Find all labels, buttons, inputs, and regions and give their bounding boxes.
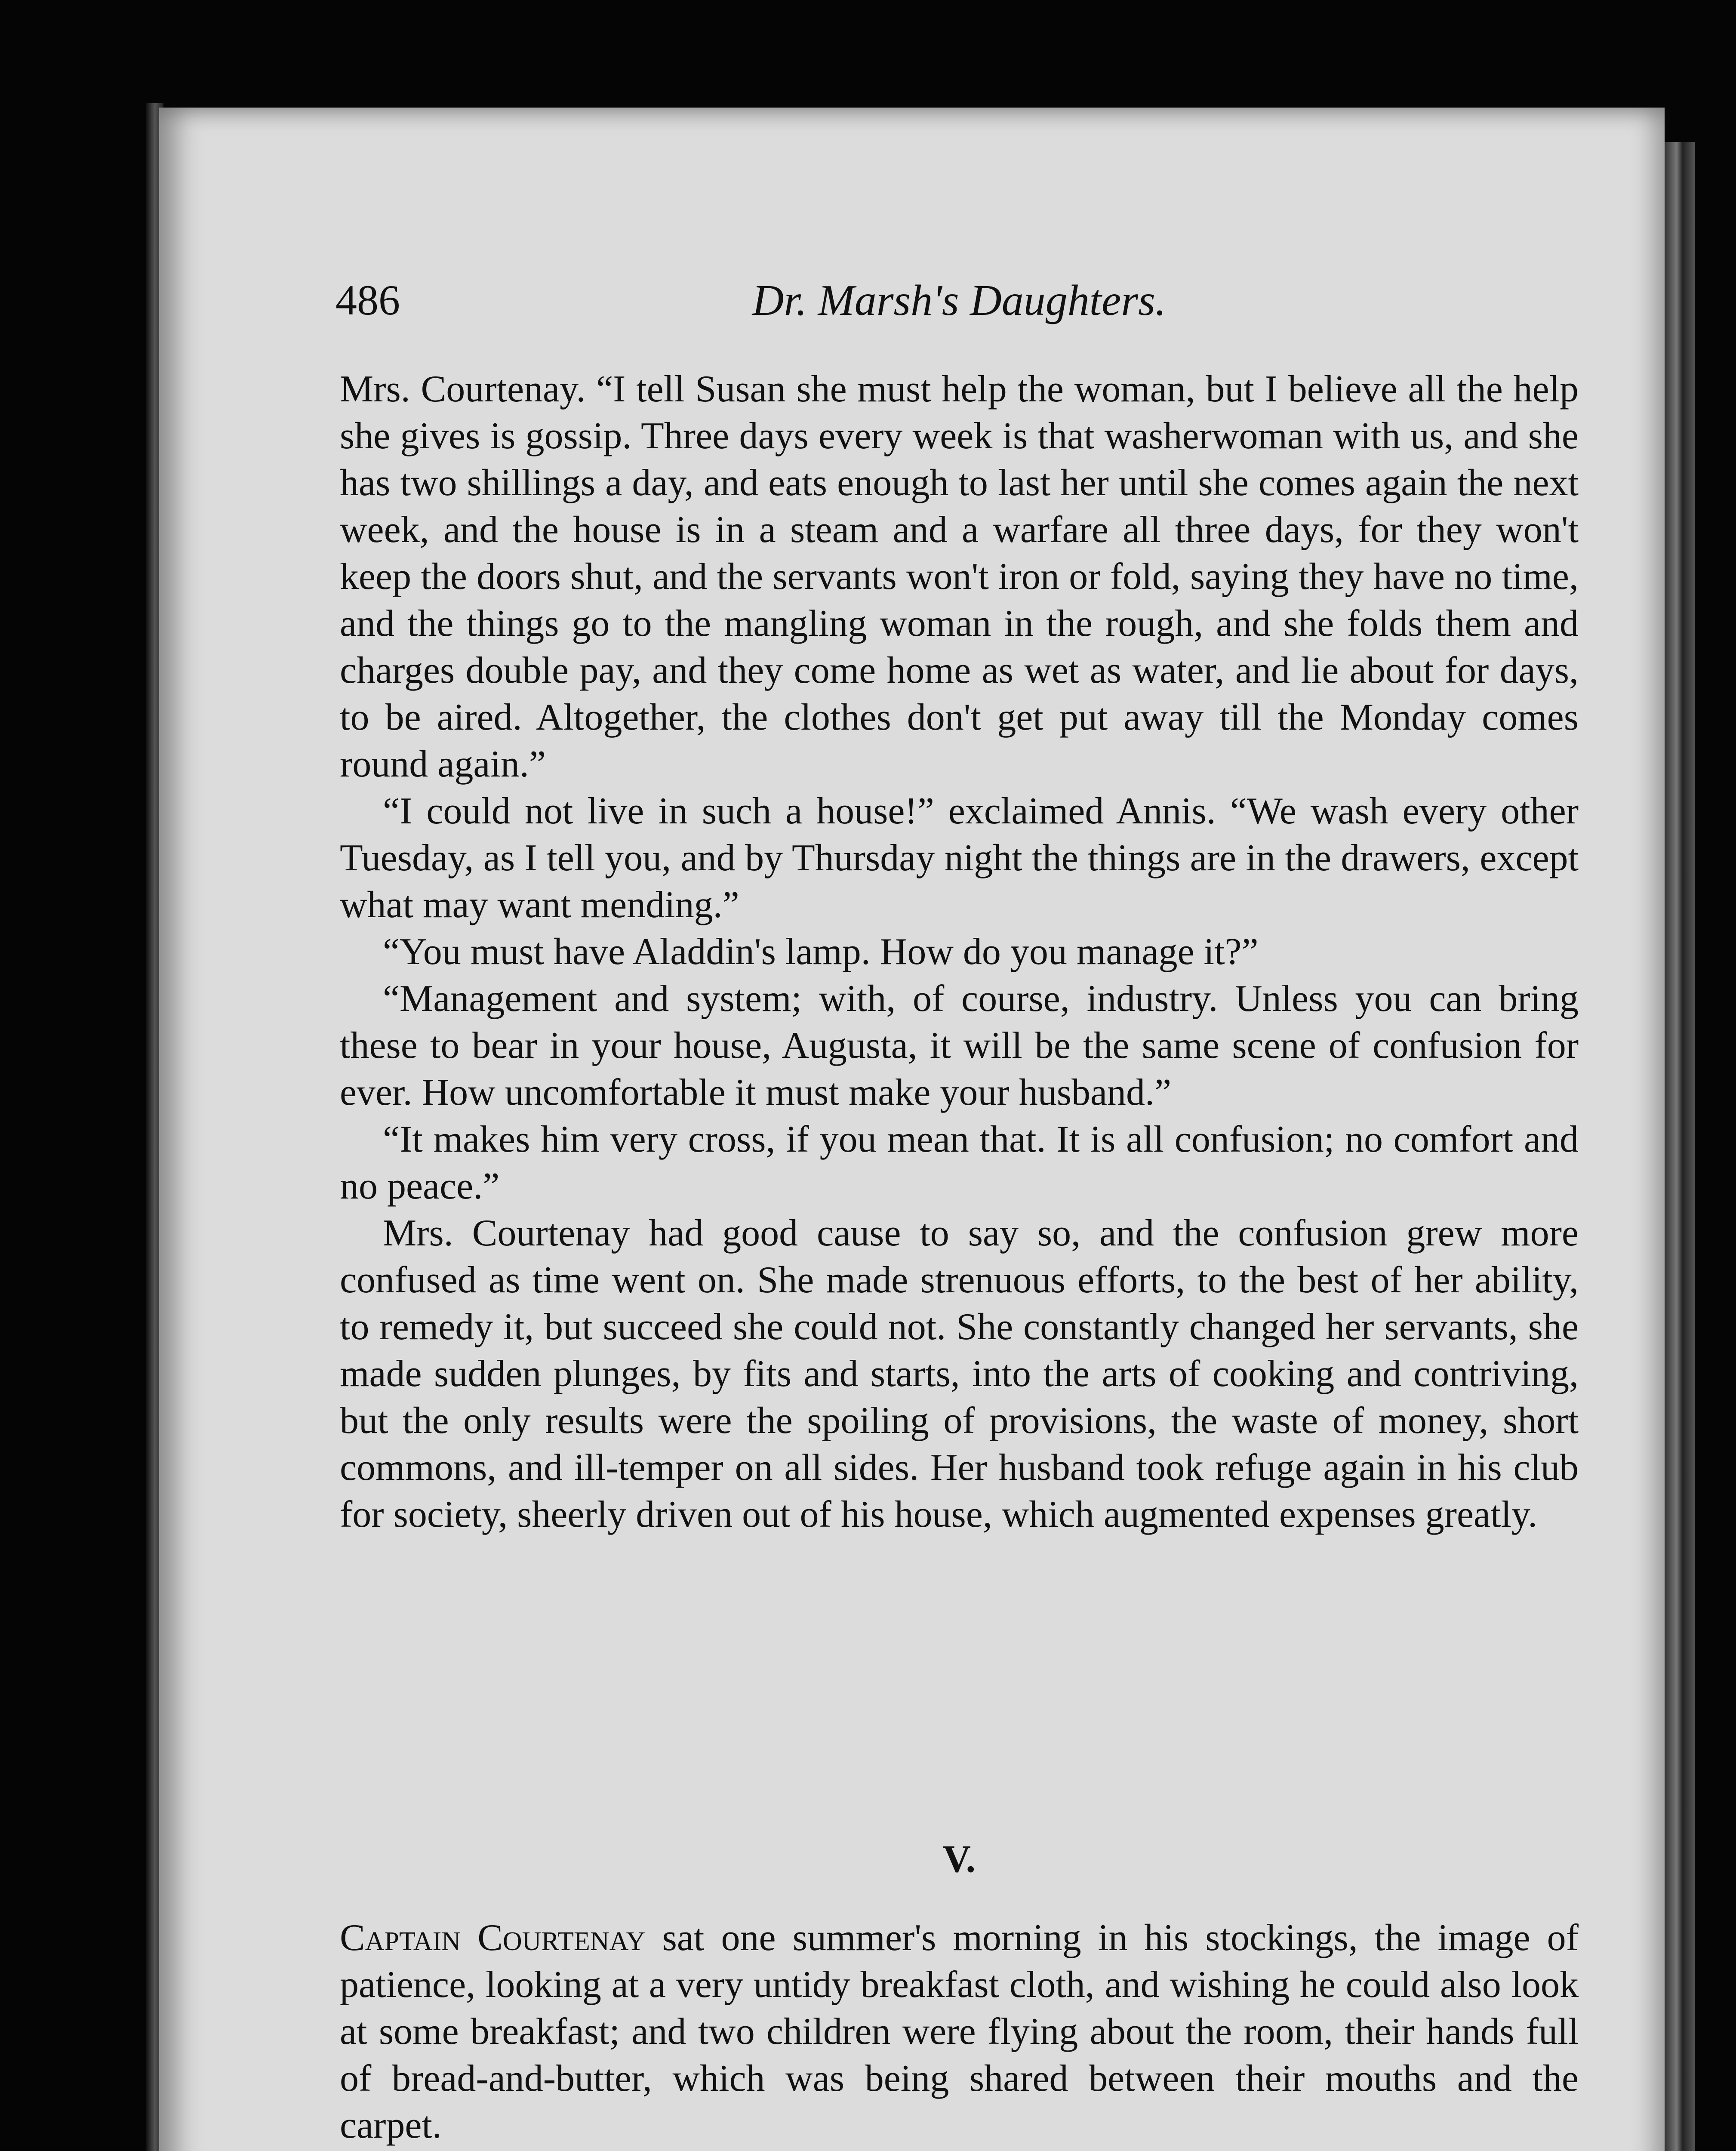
section-heading: V.: [943, 1838, 976, 1880]
running-title: Dr. Marsh's Daughters.: [752, 276, 1167, 325]
body-text-upper: [340, 366, 1579, 1538]
paragraph-5: “It makes him very cross, if you mean that. It is all confusion; no comfort and no peace.”: [340, 1119, 1579, 1207]
paragraph-1: Mrs. Courtenay. “I tell Susan she must help the woman, but I believe all the help she gives is gossip. Three days every week is that washerwoman with us, and she has two shillings a day, and eats enough to last her until she comes again the next week, and the house is in a steam and a warfare all three days, for they won't keep the doors shut, and the servants won't iron or fold, saying they have no time, and the things go to the mangling woman in the rough, and she folds them and charges double pay, and they come home as wet as water, and lie about for days, to be aired. Altogether, the clothes don't get put away till the Monday comes round again.”: [340, 368, 1579, 785]
paragraph-6: Mrs. Courtenay had good cause to say so, and the confusion grew more confused as time went on. She made strenuous efforts, to the best of her ability, to remedy it, but succeed she could not. She constantly changed her servants, she made sudden plunges, by fits and starts, into the arts of cooking and contriving, but the only results were the spoiling of provisions, the waste of money, short commons, and ill-temper on all sides. Her husband took refuge again in his club for society, sheerly driven out of his house, which augmented expenses greatly.: [340, 1212, 1579, 1535]
paragraph-4: “Management and system; with, of course, industry. Unless you can bring these to bear in your house, Augusta, it will be the same scene of confusion for ever. How uncomfortable it must make your husband.”: [340, 978, 1579, 1113]
page-right-edge: [1665, 142, 1695, 2151]
page-number: 486: [336, 276, 400, 324]
page-header: [336, 275, 1583, 340]
section-lead-smallcaps: Captain Courtenay: [340, 1917, 646, 1959]
section-lead-rest: sat one summer's morning in his stockings, the image of patience, looking at a very untidy breakfast cloth, and wishing he could also look at some breakfast; and two children were flying about the room, their hands full of bread-and-butter, which was being shared between their mouths and the carpet.: [340, 1917, 1579, 2146]
paragraph-7: [340, 2149, 1579, 2151]
body-text-lower: [340, 1914, 1579, 2151]
paragraph-3: “You must have Aladdin's lamp. How do you manage it?”: [383, 931, 1259, 973]
section-lead-paragraph: [340, 1914, 1579, 2149]
paragraph-2: “I could not live in such a house!” exclaimed Annis. “We wash every other Tuesday, as I tell you, and by Thursday night the things are in the drawers, except what may want mending.”: [340, 790, 1579, 926]
